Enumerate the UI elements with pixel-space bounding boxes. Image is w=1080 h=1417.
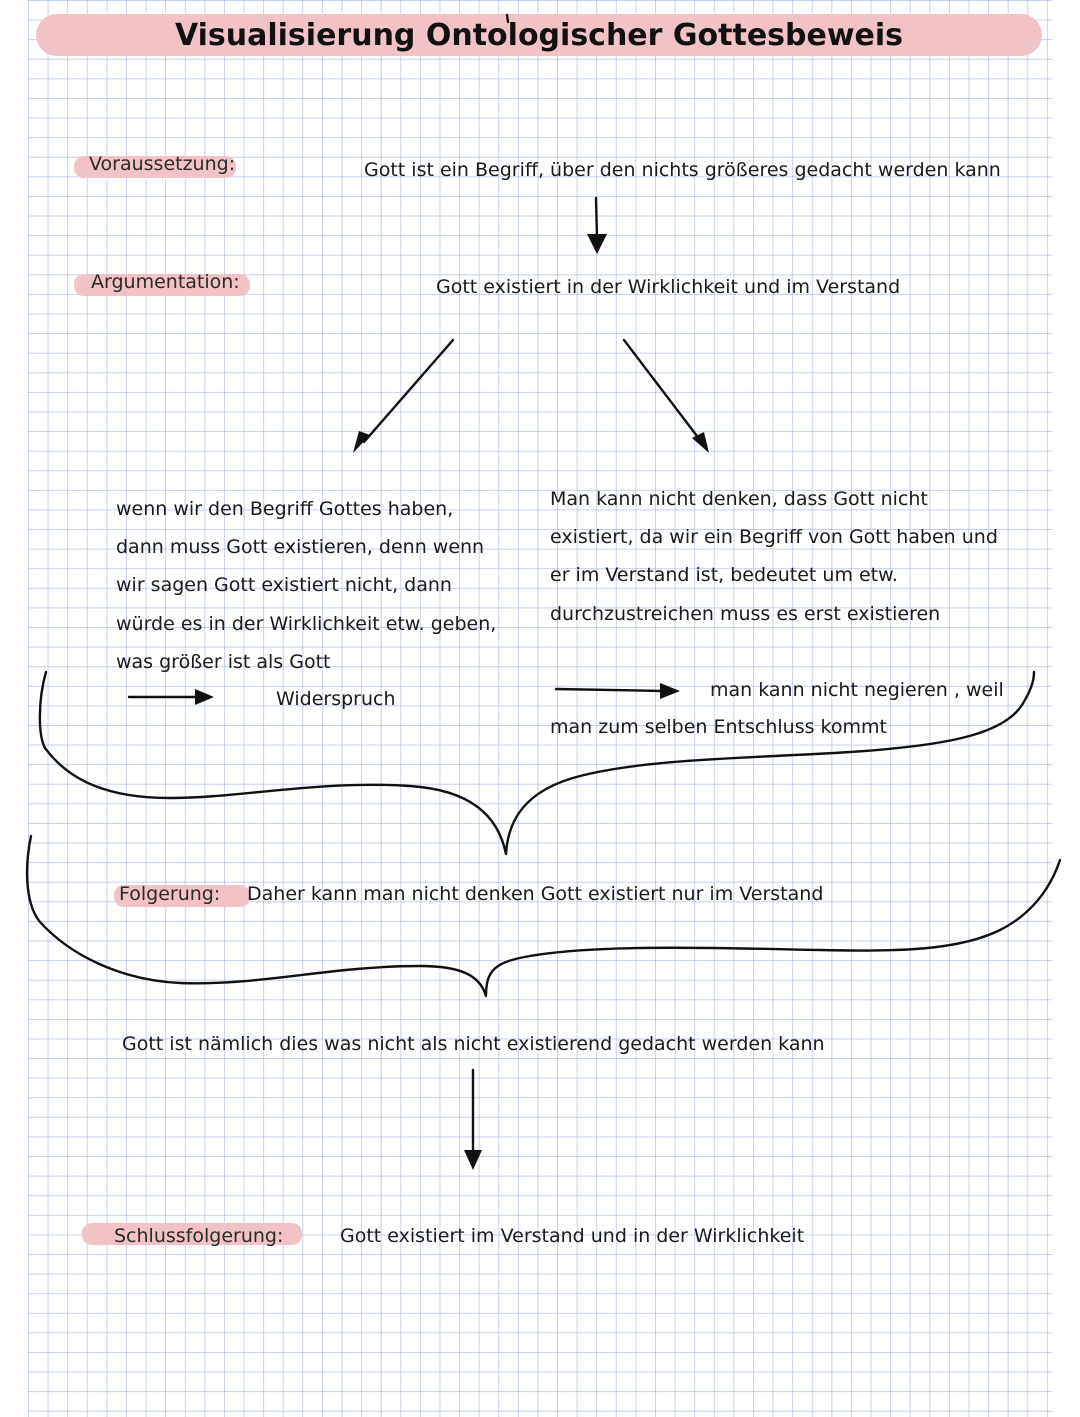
final-text: Gott existiert im Verstand und in der Wirklichkeit: [340, 1225, 805, 1247]
arrowhead-right-diagonal: [692, 432, 709, 453]
arrowhead-negieren: [660, 683, 680, 699]
conclusion-text: Daher kann man nicht denken Gott existiert nur im Verstand: [247, 883, 824, 905]
arrowhead-premise: [587, 234, 607, 254]
argumentation-label: Argumentation:: [91, 271, 240, 293]
arrowhead-widerspruch: [195, 689, 214, 705]
voraussetzung-label: Voraussetzung:: [89, 153, 236, 175]
arrowhead-left-diagonal: [353, 431, 370, 453]
explanation-text: Gott ist nämlich dies was nicht als nicht existierend gedacht werden kann: [122, 1033, 825, 1055]
right-branch-result-line2: man zum selben Entschluss kommt: [550, 716, 887, 738]
arrow-premise-to-argument: [596, 198, 597, 238]
arrow-argument-to-left: [364, 340, 453, 442]
right-branch-result-line1: man kann nicht negieren , weil: [710, 679, 1004, 701]
argument-text: Gott existiert in der Wirklichkeit und im Verstand: [436, 276, 901, 298]
left-branch-text: wenn wir den Begriff Gottes haben, dann muss Gott existieren, denn wenn wir sagen Gott existiert nicht, dann würde es in der Wirklichkeit etw. geben, was größer ist als Gott: [116, 498, 497, 673]
arrow-argument-to-right: [624, 340, 700, 440]
arrowhead-final: [464, 1150, 482, 1170]
right-margin: [1052, 0, 1080, 1417]
folgerung-label: Folgerung:: [119, 883, 221, 905]
page-title: Visualisierung Ontologischer Gottesbeweis: [174, 18, 904, 53]
arrow-to-negieren: [556, 689, 664, 691]
right-branch-text: Man kann nicht denken, dass Gott nicht existiert, da wir ein Begriff von Gott haben und er im Verstand ist, bedeutet um etw. durchzustreichen muss es erst existieren: [550, 488, 998, 625]
lower-brace: [27, 836, 1060, 996]
left-branch-result: Widerspruch: [276, 688, 396, 710]
left-margin: [0, 0, 28, 1417]
schlussfolgerung-label: Schlussfolgerung:: [114, 1225, 284, 1247]
premise-text: Gott ist ein Begriff, über den nichts größeres gedacht werden kann: [364, 159, 1001, 181]
